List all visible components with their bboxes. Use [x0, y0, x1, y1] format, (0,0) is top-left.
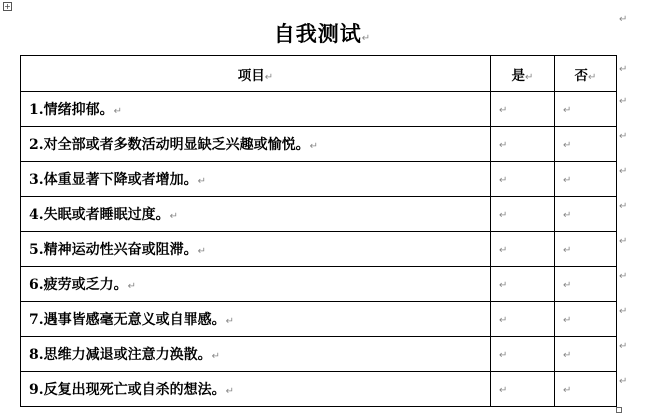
item-text: 3.体重显著下降或者增加。 — [29, 172, 198, 188]
paragraph-mark-icon: ↵ — [499, 280, 508, 291]
yes-cell[interactable] — [491, 372, 555, 407]
item-cell[interactable] — [21, 127, 491, 162]
paragraph-mark-icon: ↵ — [211, 351, 221, 362]
header-cell-yes[interactable]: 是↵ — [491, 56, 555, 92]
no-cell[interactable] — [555, 127, 617, 162]
paragraph-mark-icon: ↵ — [619, 236, 628, 247]
yes-cell[interactable] — [491, 267, 555, 302]
paragraph-mark-icon: ↵ — [563, 140, 572, 151]
paragraph-mark-icon: ↵ — [619, 64, 628, 75]
paragraph-mark-icon: ↵ — [225, 386, 235, 397]
table-row — [21, 267, 617, 302]
no-cell[interactable] — [555, 267, 617, 302]
paragraph-mark-icon: ↵ — [499, 105, 508, 116]
yes-cell[interactable] — [491, 127, 555, 162]
item-cell[interactable] — [21, 92, 491, 127]
item-text: 9.反复出现死亡或自杀的想法。 — [29, 382, 226, 398]
paragraph-mark-icon: ↵ — [361, 33, 372, 44]
yes-cell[interactable] — [491, 337, 555, 372]
item-text: 1.情绪抑郁。 — [29, 102, 114, 118]
paragraph-mark-icon: ↵ — [563, 280, 572, 291]
paragraph-mark-icon: ↵ — [619, 201, 628, 212]
paragraph-mark-icon: ↵ — [499, 175, 508, 186]
table-row — [21, 372, 617, 407]
table-row — [21, 197, 617, 232]
item-cell[interactable] — [21, 267, 491, 302]
item-text: 7.遇事皆感毫无意义或自罪感。 — [29, 312, 226, 328]
table-row — [21, 232, 617, 267]
item-cell[interactable] — [21, 197, 491, 232]
table-row — [21, 162, 617, 197]
paragraph-mark-icon: ↵ — [499, 245, 508, 256]
item-text: 6.疲劳或乏力。 — [29, 277, 128, 293]
document-title — [0, 18, 645, 48]
paragraph-mark-icon: ↵ — [499, 385, 508, 396]
item-cell[interactable] — [21, 372, 491, 407]
title-text: 自我测试 — [273, 21, 362, 46]
yes-cell[interactable] — [491, 162, 555, 197]
item-cell[interactable] — [21, 232, 491, 267]
header-cell-no[interactable]: 否↵ — [555, 56, 617, 92]
paragraph-mark-icon: ↵ — [619, 14, 628, 25]
paragraph-mark-icon: ↵ — [225, 316, 235, 327]
no-cell[interactable] — [555, 197, 617, 232]
item-text: 2.对全部或者多数活动明显缺乏兴趣或愉悦。 — [29, 137, 310, 153]
yes-cell[interactable] — [491, 92, 555, 127]
paragraph-mark-icon: ↵ — [563, 385, 572, 396]
paragraph-mark-icon: ↵ — [619, 341, 628, 352]
paragraph-mark-icon: ↵ — [563, 315, 572, 326]
paragraph-mark-icon: ↵ — [588, 71, 597, 83]
no-cell[interactable] — [555, 232, 617, 267]
table-header-row — [21, 56, 617, 92]
paragraph-mark-icon: ↵ — [499, 315, 508, 326]
table-resize-handle[interactable] — [616, 407, 622, 413]
no-cell[interactable] — [555, 92, 617, 127]
paragraph-mark-icon: ↵ — [619, 96, 628, 107]
paragraph-mark-icon: ↵ — [563, 245, 572, 256]
item-text: 8.思维力减退或注意力涣散。 — [29, 347, 212, 363]
paragraph-mark-icon: ↵ — [619, 131, 628, 142]
header-cell-item[interactable]: 项目↵ — [21, 56, 491, 92]
no-cell[interactable] — [555, 302, 617, 337]
paragraph-mark-icon: ↵ — [563, 105, 572, 116]
yes-cell[interactable] — [491, 232, 555, 267]
paragraph-mark-icon: ↵ — [197, 176, 207, 187]
paragraph-mark-icon: ↵ — [113, 106, 123, 117]
paragraph-mark-icon: ↵ — [619, 306, 628, 317]
table-move-handle[interactable]: + — [4, 2, 11, 11]
table-row — [21, 127, 617, 162]
table-row — [21, 302, 617, 337]
paragraph-mark-icon: ↵ — [619, 166, 628, 177]
item-cell[interactable] — [21, 302, 491, 337]
paragraph-mark-icon: ↵ — [309, 141, 319, 152]
item-text: 4.失眠或者睡眠过度。 — [29, 207, 170, 223]
table-row — [21, 92, 617, 127]
paragraph-mark-icon: ↵ — [563, 210, 572, 221]
yes-cell[interactable] — [491, 197, 555, 232]
no-cell[interactable] — [555, 337, 617, 372]
self-test-table — [20, 55, 617, 407]
paragraph-mark-icon: ↵ — [197, 246, 207, 257]
item-text: 5.精神运动性兴奋或阻滞。 — [29, 242, 198, 258]
item-cell[interactable] — [21, 162, 491, 197]
paragraph-mark-icon: ↵ — [127, 281, 137, 292]
paragraph-mark-icon: ↵ — [169, 211, 179, 222]
no-cell[interactable] — [555, 372, 617, 407]
paragraph-mark-icon: ↵ — [619, 376, 628, 387]
paragraph-mark-icon: ↵ — [525, 71, 534, 83]
paragraph-mark-icon: ↵ — [499, 210, 508, 221]
item-cell[interactable] — [21, 337, 491, 372]
paragraph-mark-icon: ↵ — [563, 175, 572, 186]
yes-cell[interactable] — [491, 302, 555, 337]
paragraph-mark-icon: ↵ — [563, 350, 572, 361]
table-row — [21, 337, 617, 372]
paragraph-mark-icon: ↵ — [619, 271, 628, 282]
paragraph-mark-icon: ↵ — [499, 140, 508, 151]
no-cell[interactable] — [555, 162, 617, 197]
row-end-marks — [619, 0, 639, 416]
paragraph-mark-icon: ↵ — [499, 350, 508, 361]
paragraph-mark-icon: ↵ — [264, 71, 274, 83]
